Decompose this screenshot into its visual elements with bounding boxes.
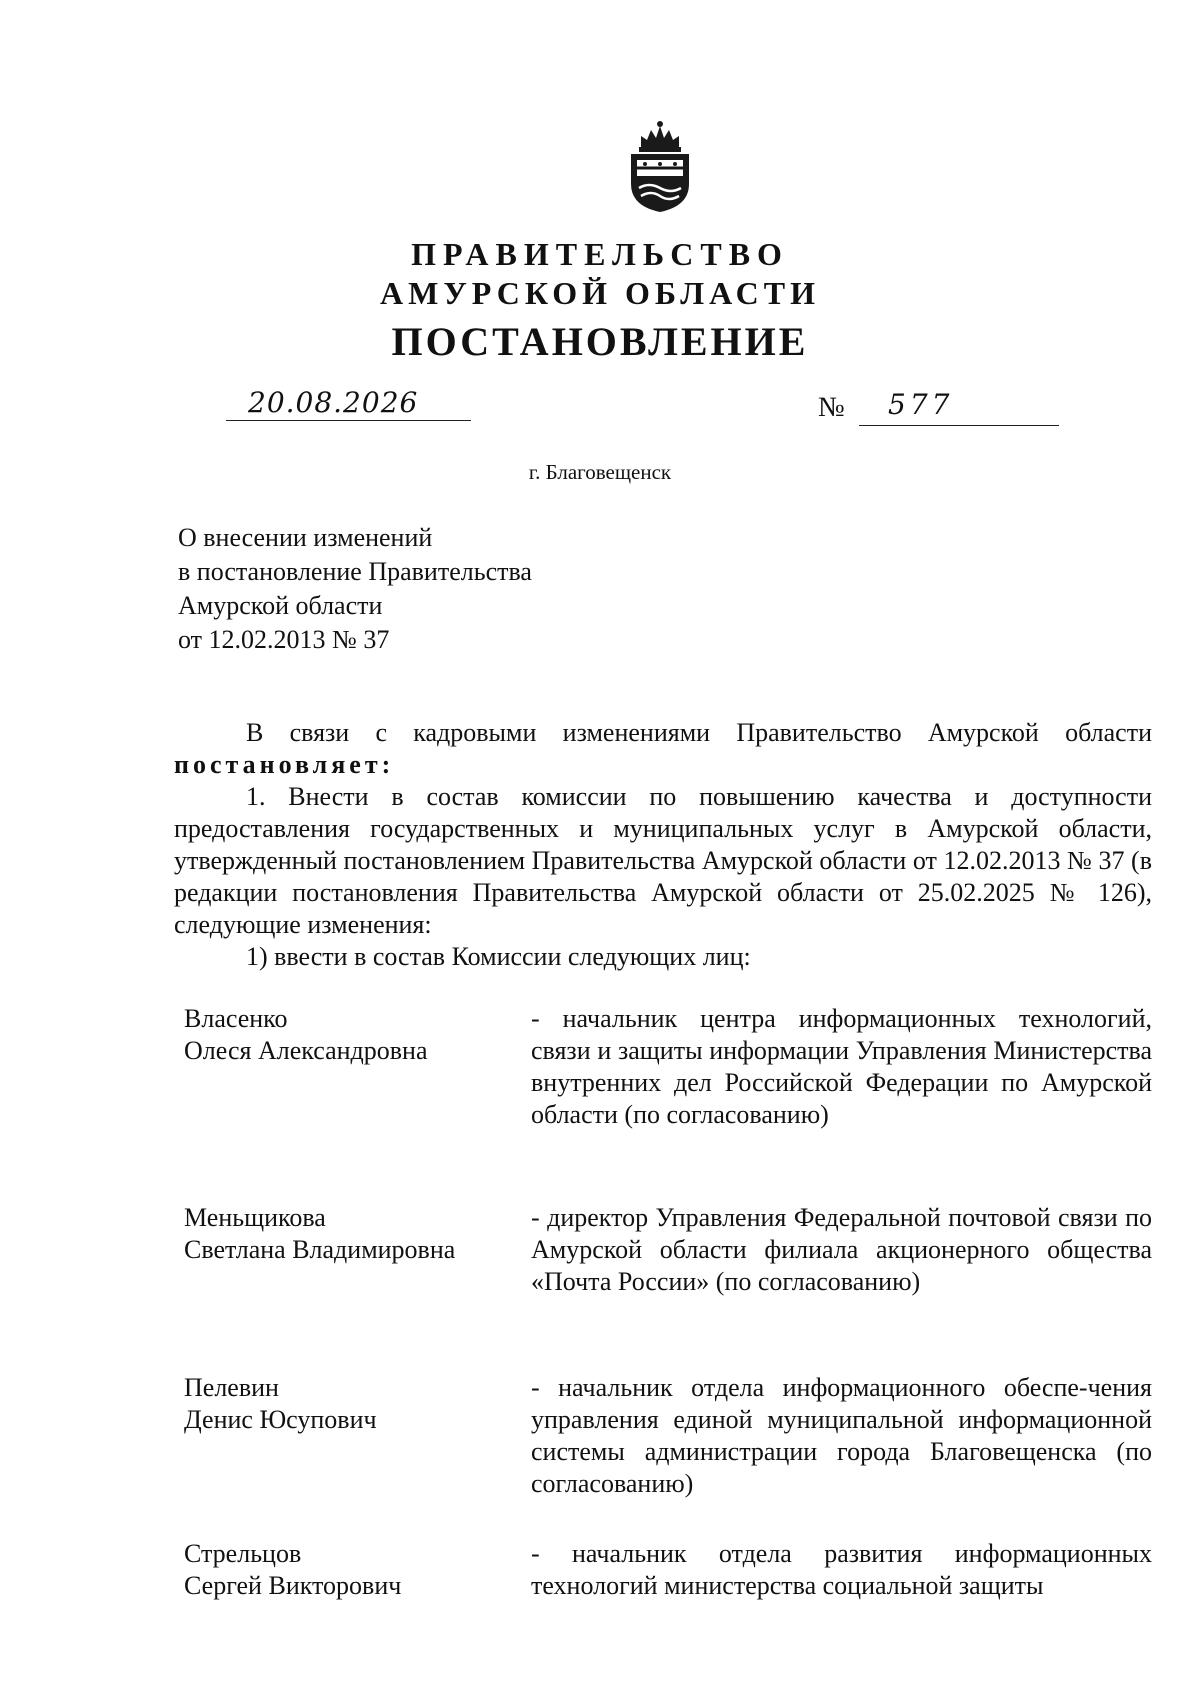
number-underline xyxy=(859,425,1059,426)
intro-paragraph: В связи с кадровыми изменениями Правительство Амурской области xyxy=(246,718,1152,747)
member-position: - начальник отдела информационного обеспе-чения управления единой муниципальной информационной системы администрации города Благовещенска (по согласованию) xyxy=(531,1373,1152,1498)
member-given-names: Олеся Александровна xyxy=(184,1036,428,1065)
doc-type-title: ПОСТАНОВЛЕНИЕ xyxy=(391,319,809,364)
subject-line: Амурской области xyxy=(178,591,383,620)
member-surname: Власенко xyxy=(184,1004,288,1033)
subject-line: от 12.02.2013 № 37 xyxy=(178,625,390,654)
city-name: г. Благовещенск xyxy=(528,460,672,484)
member-position: - директор Управления Федеральной почтовой связи по Амурской области филиала акционерного общества «Почта России» (по согласованию) xyxy=(531,1203,1152,1296)
member-surname: Меньщикова xyxy=(184,1203,326,1232)
org-title-line2: АМУРСКОЙ ОБЛАСТИ xyxy=(380,275,820,311)
item-1-paragraph: 1. Внести в состав комиссии по повышению качества и доступности предоставления государственных и муниципальных услуг в Амурской области, утвержденный постановлением Правительства Амурской области от 12.02.2013 № 37 (в редакции постановления Правительства Амурской области от 25.02.2025 № 126), следующие изменения: xyxy=(174,782,1152,939)
decree-subject xyxy=(178,521,532,657)
decree-date: 20.08.2026 xyxy=(248,386,419,419)
member-surname: Стрельцов xyxy=(184,1539,302,1568)
org-title-line1: ПРАВИТЕЛЬСТВО xyxy=(411,236,789,272)
decree-word: постановляет: xyxy=(174,750,395,779)
subject-line: в постановление Правительства xyxy=(178,557,532,586)
decree-number: 577 xyxy=(888,388,954,421)
member-name xyxy=(184,1003,514,1067)
member-name xyxy=(184,1202,514,1266)
date-underline xyxy=(226,420,471,421)
coat-of-arms-emblem-icon xyxy=(623,118,697,214)
subitem-1-paragraph: 1) ввести в состав Комиссии следующих лиц: xyxy=(246,942,751,971)
member-surname: Пелевин xyxy=(184,1373,279,1402)
member-position: - начальник центра информационных технологий, связи и защиты информации Управления Министерства внутренних дел Российской Федерации по Амурской области (по согласованию) xyxy=(531,1004,1152,1129)
member-given-names: Сергей Викторович xyxy=(184,1571,402,1600)
body-text xyxy=(174,717,1152,973)
member-position: - начальник отдела развития информационных технологий министерства социальной защиты xyxy=(531,1539,1152,1600)
member-name xyxy=(184,1372,514,1436)
member-name xyxy=(184,1538,514,1602)
subject-line: О внесении изменений xyxy=(178,523,433,552)
member-given-names: Денис Юсупович xyxy=(184,1405,377,1434)
member-given-names: Светлана Владимировна xyxy=(184,1235,456,1264)
number-label: № xyxy=(818,392,845,423)
